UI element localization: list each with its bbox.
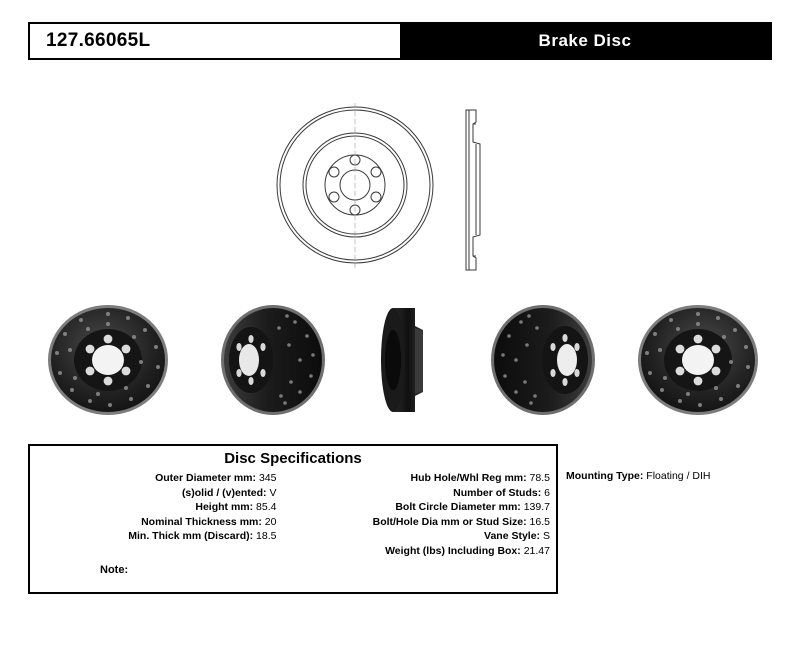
spec-row	[30, 515, 276, 530]
rotor-photo-edge-view	[363, 300, 453, 420]
spec-label: Number of Studs:	[453, 486, 542, 499]
spec-value: 6	[544, 486, 550, 499]
spec-label: Hub Hole/Whl Reg mm:	[410, 472, 527, 484]
spec-label: Outer Diameter mm:	[155, 472, 257, 484]
spec-label: Bolt Circle Diameter mm:	[395, 501, 521, 513]
rotor-photo-row	[28, 300, 772, 430]
spec-label: Weight (lbs) Including Box:	[385, 544, 521, 557]
spec-row	[282, 471, 550, 486]
rotor-photo-front-right	[628, 300, 768, 420]
spec-value: V	[269, 486, 277, 499]
spec-label: Vane Style:	[484, 530, 541, 542]
part-number-box	[28, 22, 400, 60]
spec-row	[282, 486, 550, 501]
spec-column-right	[282, 471, 556, 558]
note-row	[100, 564, 128, 576]
rotor-photo-front-left	[38, 300, 178, 420]
spec-label: Height mm:	[195, 501, 254, 513]
mounting-type-row	[566, 470, 711, 482]
spec-row	[30, 500, 276, 515]
disc-line-drawing	[270, 98, 540, 273]
spec-value: 16.5	[529, 515, 550, 528]
spec-row	[282, 515, 550, 530]
spec-value: 21.47	[523, 544, 550, 557]
spec-value: 139.7	[523, 501, 550, 513]
spec-label: Bolt/Hole Dia mm or Stud Size:	[372, 515, 527, 528]
rotor-photo-right-angle	[483, 300, 613, 420]
spec-row	[30, 471, 276, 486]
spec-label: Min. Thick mm (Discard):	[128, 530, 254, 542]
spec-value: 18.5	[256, 530, 277, 542]
spec-row	[282, 529, 550, 544]
disc-specifications-box	[28, 444, 558, 594]
note-label: Note:	[100, 564, 129, 576]
spec-title: Disc Specifications	[224, 450, 362, 467]
product-type-box	[400, 22, 772, 60]
technical-drawings	[270, 98, 540, 273]
spec-row	[282, 544, 550, 559]
spec-label: Nominal Thickness mm:	[141, 515, 262, 528]
part-number: 127.66065L	[46, 30, 151, 51]
mounting-label: Mounting Type:	[566, 470, 644, 482]
product-type: Brake Disc	[538, 31, 632, 50]
rotor-photo-rear-angle	[203, 300, 333, 420]
spec-label: (s)olid / (v)ented:	[181, 486, 267, 499]
spec-value: 345	[258, 472, 277, 484]
spec-row	[30, 529, 276, 544]
spec-column-left	[30, 471, 282, 558]
mounting-value: Floating / DIH	[646, 470, 711, 482]
document-header	[28, 22, 772, 60]
spec-value: 85.4	[256, 501, 277, 513]
spec-row	[30, 486, 276, 501]
spec-value: 20	[264, 515, 277, 528]
spec-value: S	[542, 530, 550, 542]
spec-row	[282, 500, 550, 515]
spec-value: 78.5	[529, 472, 550, 484]
